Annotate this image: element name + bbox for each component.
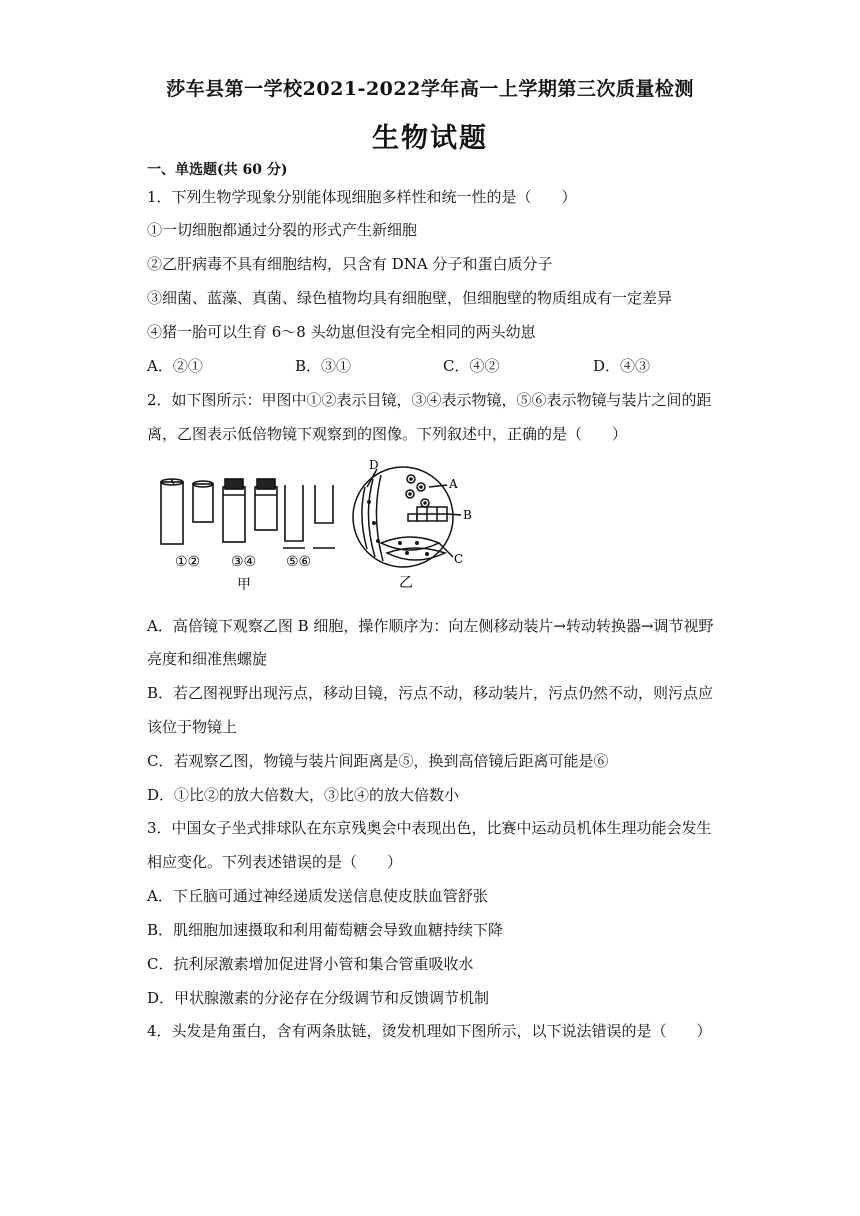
- figure-jia: [161, 479, 335, 548]
- jia-label: 甲: [237, 577, 251, 593]
- q2-stem-line1: 2．如下图所示：甲图中①②表示目镜，③④表示物镜，⑤⑥表示物镜与装片之间的距: [147, 391, 712, 409]
- label-b-pointer: [447, 514, 461, 515]
- yi-letter-d: D: [369, 458, 379, 472]
- yi-letter-a: A: [449, 477, 458, 491]
- q3-option-a: A．下丘脑可通过神经递质发送信息使皮肤血管舒张: [147, 887, 488, 905]
- q2-option-d: D．①比②的放大倍数大，③比④的放大倍数小: [147, 786, 460, 804]
- q1-item-2: ②乙肝病毒不具有细胞结构，只含有 DNA 分子和蛋白质分子: [147, 255, 553, 273]
- q2-option-b-line1: B．若乙图视野出现污点，移动目镜，污点不动，移动装片，污点仍然不动，则污点应: [147, 684, 714, 702]
- objective-4-shape: [255, 487, 277, 530]
- q1-option-b: B．③①: [295, 357, 352, 375]
- objective-3-cap: [225, 479, 243, 489]
- q2-option-b-line2: 该位于物镜上: [147, 718, 238, 736]
- q1-option-c: C．④②: [443, 357, 500, 375]
- distance-6-shape: [315, 485, 333, 523]
- q2-option-c: C．若观察乙图，物镜与装片间距离是⑤，换到高倍镜后距离可能是⑥: [147, 752, 609, 770]
- jia-numbers-1: ①②: [175, 554, 201, 570]
- exam-subtitle: 生物试题: [372, 123, 488, 154]
- q1-option-d: D．④③: [593, 357, 651, 375]
- q1-option-a: A．②①: [147, 357, 203, 375]
- q3-stem-line2: 相应变化。下列表述错误的是（ ）: [147, 853, 403, 871]
- yi-letter-b: B: [463, 508, 472, 522]
- q3-option-d: D．甲状腺激素的分泌存在分级调节和反馈调节机制: [147, 989, 490, 1007]
- q1-item-1: ①一切细胞都通过分裂的形式产生新细胞: [147, 221, 418, 239]
- q3-stem-line1: 3．中国女子坐式排球队在东京残奥会中表现出色，比赛中运动员机体生理功能会发生: [147, 819, 712, 837]
- eyepiece-1-shape: [161, 482, 183, 544]
- q4-stem: 4．头发是角蛋白，含有两条肽链，烫发机理如下图所示，以下说法错误的是（ ）: [147, 1022, 712, 1040]
- q3-option-c: C．抗利尿激素增加促进肾小管和集合管重吸收水: [147, 955, 474, 973]
- jia-numbers-2: ③④: [231, 554, 257, 570]
- yi-letter-c: C: [454, 552, 464, 566]
- q2-option-a-line1: A．高倍镜下观察乙图 B 细胞，操作顺序为：向左侧移动装片→转动转换器→调节视野: [147, 617, 714, 635]
- objective-4-cap: [257, 479, 275, 489]
- q2-stem-line2: 离，乙图表示低倍物镜下观察到的图像。下列叙述中，正确的是（ ）: [147, 425, 628, 443]
- yi-label: 乙: [399, 575, 413, 591]
- q1-item-4: ④猪一胎可以生育 6～8 头幼崽但没有完全相同的两头幼崽: [147, 323, 536, 341]
- q1-item-3: ③细菌、蓝藻、真菌、绿色植物均具有细胞壁，但细胞壁的物质组成有一定差异: [147, 289, 673, 307]
- exam-title: 莎车县第一学校2021-2022学年高一上学期第三次质量检测: [166, 78, 694, 100]
- figure-yi: [353, 467, 464, 567]
- section-heading: 一、单选题(共 60 分): [147, 162, 288, 178]
- label-a-pointer: [429, 485, 447, 487]
- q3-option-b: B．肌细胞加速摄取和利用葡萄糖会导致血糖持续下降: [147, 921, 504, 939]
- distance-5-shape: [285, 485, 303, 541]
- jia-numbers-3: ⑤⑥: [286, 554, 312, 570]
- eyepiece-2-shape: [193, 484, 213, 522]
- microscope-figure: [155, 457, 475, 597]
- q1-stem: 1．下列生物学现象分别能体现细胞多样性和统一性的是（ ）: [147, 188, 577, 206]
- q2-option-a-line2: 亮度和细准焦螺旋: [147, 650, 268, 668]
